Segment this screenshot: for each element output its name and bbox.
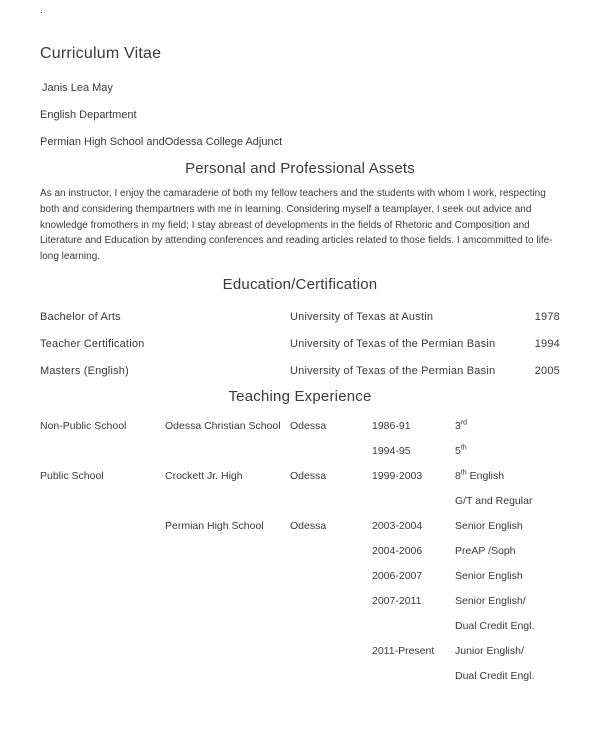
affiliation: Permian High School andOdessa College Adjunct (40, 136, 283, 148)
experience-city: Odessa (290, 420, 327, 433)
experience-row (40, 464, 560, 489)
experience-assignment (455, 595, 560, 607)
person-name: Janis Lea May (42, 82, 113, 94)
experience-row (40, 539, 560, 564)
experience-assignment (455, 445, 560, 457)
experience-assignment (455, 645, 560, 657)
education-table (40, 304, 560, 385)
experience-assignment (455, 620, 560, 632)
experience-category: Non-Public School (40, 420, 127, 433)
education-degree: Teacher Certification (40, 338, 145, 351)
education-row (40, 331, 560, 358)
experience-years: 1986-91 (372, 420, 411, 433)
assignment-text: Dual Credit Engl. (455, 620, 535, 633)
assignment-text: G/T and Regular (455, 495, 533, 508)
education-institution: University of Texas at Austin (290, 311, 434, 324)
experience-years: 1994-95 (372, 445, 411, 458)
experience-years: 2007-2011 (372, 595, 422, 608)
section-heading-education: Education/Certification (222, 275, 378, 293)
page-title: Curriculum Vitae (40, 45, 162, 62)
experience-row (40, 664, 560, 689)
experience-years: 2011-Present (372, 645, 435, 658)
assignment-text: 3 (455, 420, 461, 433)
education-institution: University of Texas of the Permian Basin (290, 338, 496, 351)
experience-row (40, 639, 560, 664)
education-year: 1978 (534, 311, 560, 324)
experience-category: Public School (40, 470, 104, 483)
assignment-ordinal-suffix: th (460, 469, 467, 477)
experience-assignment (455, 495, 560, 507)
experience-years: 2003-2004 (372, 520, 423, 533)
assignment-text: Dual Credit Engl. (455, 670, 535, 683)
experience-row (40, 489, 560, 514)
assignment-text: PreAP /Soph (455, 545, 516, 558)
assignment-text-rest: English (466, 470, 505, 483)
experience-row (40, 514, 560, 539)
section-heading-experience: Teaching Experience (228, 387, 372, 405)
experience-assignment (455, 420, 560, 432)
experience-years: 1999-2003 (372, 470, 423, 483)
education-institution: University of Texas of the Permian Basin (290, 365, 496, 378)
education-degree: Masters (English) (40, 365, 129, 378)
experience-row (40, 439, 560, 464)
experience-city: Odessa (290, 470, 327, 483)
experience-school: Odessa Christian School (165, 420, 281, 433)
assets-paragraph: As an instructor, I enjoy the camaraderie of both my fellow teachers and the students with whom I work, respecting both and considering thempartners with me in learning. Considering myself a teamplayer, I seek out advice and knowledge fromothers in my field; I stay abreast of developments in the fields of Rhetoric and Composition and Literature and Education by attending conferences and reading articles related to those fields. I amcommitted to life-long learning. (40, 188, 553, 263)
assignment-ordinal-suffix: th (460, 444, 467, 452)
assignment-text: Senior English/ (455, 595, 526, 608)
experience-assignment (455, 545, 560, 557)
experience-years: 2004-2006 (372, 545, 423, 558)
experience-city: Odessa (290, 520, 327, 533)
experience-row (40, 414, 560, 439)
education-row (40, 304, 560, 331)
assignment-text: 5 (455, 445, 461, 458)
experience-assignment (455, 470, 560, 482)
education-year: 1994 (534, 338, 560, 351)
assignment-text: 8 (455, 470, 461, 483)
assignment-text: Junior English/ (455, 645, 524, 658)
assignment-text: Senior English (455, 520, 523, 533)
experience-assignment (455, 520, 560, 532)
experience-years: 2006-2007 (372, 570, 423, 583)
assignment-ordinal-suffix: rd (460, 419, 468, 427)
stray-mark: . (40, 5, 43, 16)
experience-assignment (455, 570, 560, 582)
experience-table (40, 414, 560, 689)
assignment-text: Senior English (455, 570, 523, 583)
education-row (40, 358, 560, 385)
experience-row (40, 564, 560, 589)
experience-school: Permian High School (165, 520, 264, 533)
section-heading-assets: Personal and Professional Assets (185, 160, 415, 177)
experience-row (40, 589, 560, 614)
department: English Department (40, 109, 137, 121)
experience-school: Crockett Jr. High (165, 470, 243, 483)
experience-row (40, 614, 560, 639)
education-degree: Bachelor of Arts (40, 311, 121, 324)
experience-assignment (455, 670, 560, 682)
education-year: 2005 (534, 365, 560, 378)
